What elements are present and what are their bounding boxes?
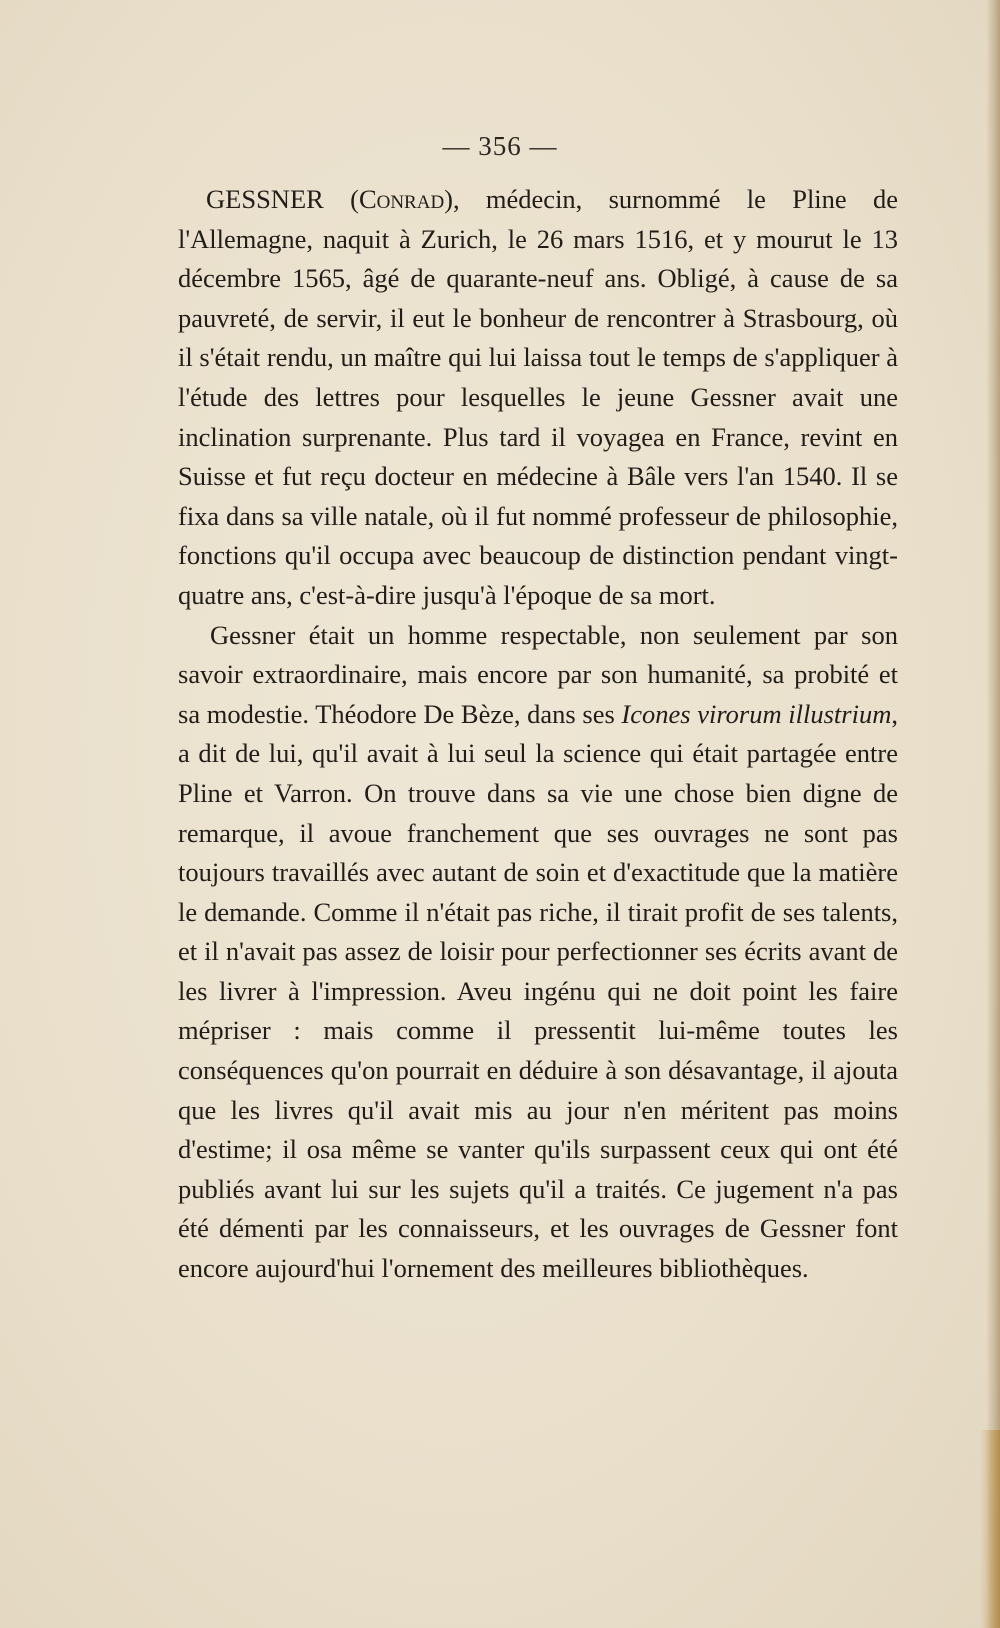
body-text: [178, 180, 898, 1289]
page-edge-shadow: [986, 0, 1000, 1628]
paragraph-2-text-end: , a dit de lui, qu'il avait à lui seul la science qui était partagée entre Pline et Varron. On trouve dans sa vie une chose bien digne de remarque, il avoue franchement que ses ouvrages ne sont pas toujours travaillés avec autant de soin et d'exactitude que la matière le demande. Comme il n'était pas riche, il tirait profit de ses talents, et il n'avait pas assez de loisir pour perfectionner ses écrits avant de les livrer à l'impression. Aveu ingénu qui ne doit point les faire mépriser : mais comme il pressentit lui-même toutes les conséquences qu'on pourrait en déduire à son désavantage, il ajouta que les livres qu'il avait mis au jour n'en méritent pas moins d'estime; il osa même se vanter qu'ils surpassent ceux qui ont été publiés avant lui sur les sujets qu'il a traités. Ce jugement n'a pas été démenti par les connaisseurs, et les ouvrages de Gessner font encore aujourd'hui l'ornement des meilleures bibliothèques.: [178, 698, 898, 1284]
paragraph-gessner-character: [178, 616, 898, 1289]
entry-name: GESSNER: [206, 184, 324, 214]
paragraph-2-text-start: Gessner était un homme respectable, non seulement par son savoir extraordinaire, mais encore par son humanité, sa probité et sa modestie. Théodore De Bèze, dans ses: [178, 619, 898, 729]
paragraph-1-text: ), médecin, surnommé le Pline de l'Allemagne, naquit à Zurich, le 26 mars 1516, et y mourut le 13 décembre 1565, âgé de quarante-neuf ans. Obligé, à cause de sa pauvreté, de servir, il eut le bonheur de rencontrer à Strasbourg, où il s'était rendu, un maître qui lui laissa tout le temps de s'appliquer à l'étude des lettres pour lesquelles le jeune Gessner avait une inclination surprenante. Plus tard il voyagea en France, revint en Suisse et fut reçu docteur en médecine à Bâle vers l'an 1540. Il se fixa dans sa ville natale, où il fut nommé professeur de philosophie, fonctions qu'il occupa avec beaucoup de distinction pendant vingt-quatre ans, c'est-à-dire jusqu'à l'époque de sa mort.: [178, 184, 898, 610]
entry-firstname: Conrad: [358, 184, 445, 214]
paragraph-gessner-biography: GESSNER (Conrad), médecin, surnommé le Pline de l'Allemagne, naquit à Zurich, le 26 mars 1516, et y mourut le 13 décembre 1565, âgé de quarante-neuf ans. Obligé, à cause de sa pauvreté, de servir, il eut le bonheur de rencontrer à Strasbourg, où il s'était rendu, un maître qui lui laissa tout le temps de s'appliquer à l'étude des lettres pour lesquelles le jeune Gessner avait une inclination surprenante. Plus tard il voyagea en France, revint en Suisse et fut reçu docteur en médecine à Bâle vers l'an 1540. Il se fixa dans sa ville natale, où il fut nommé professeur de philosophie, fonctions qu'il occupa avec beaucoup de distinction pendant vingt-quatre ans, c'est-à-dire jusqu'à l'époque de sa mort.: [178, 184, 898, 610]
page-edge-stain: [980, 1430, 1000, 1628]
page-number: — 356 —: [442, 131, 558, 161]
book-title: Icones virorum illustrium: [621, 698, 892, 729]
